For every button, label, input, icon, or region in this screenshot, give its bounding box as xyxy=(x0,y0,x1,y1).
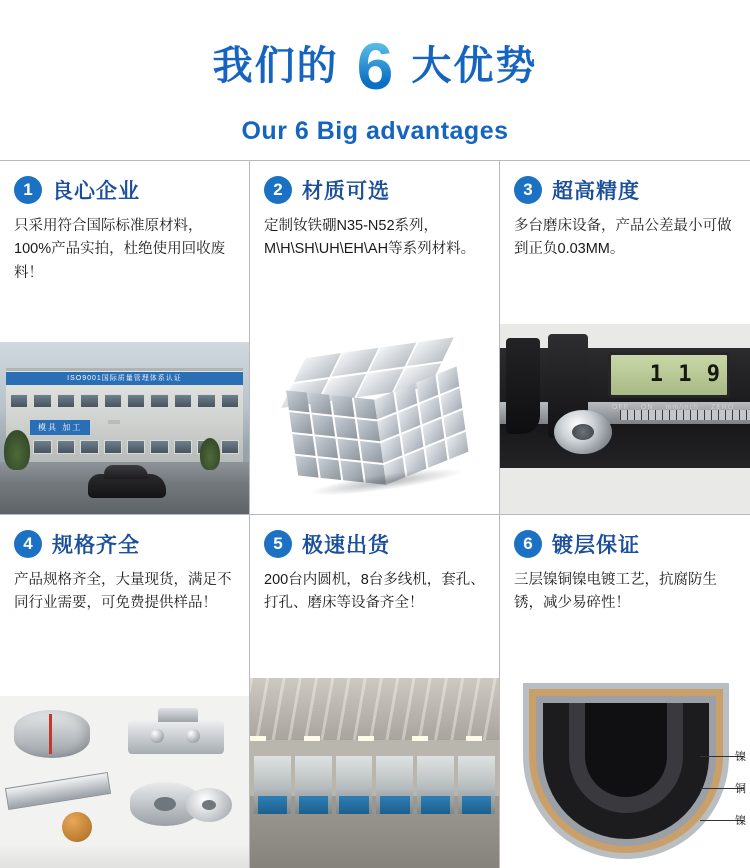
factory-building-photo xyxy=(0,342,249,514)
advantage-card-1 xyxy=(0,161,250,515)
window-row-upper xyxy=(10,394,239,408)
building-sign-secondary xyxy=(108,420,120,424)
badge-number-4: 4 xyxy=(14,530,42,558)
digital-caliper-photo xyxy=(500,324,750,514)
card-title-1: 良心企业 xyxy=(52,180,140,203)
caliper-button-off: OFF xyxy=(612,403,629,411)
caliper-button-row xyxy=(612,404,734,411)
advantage-card-3 xyxy=(500,161,750,515)
disc-magnet-stack xyxy=(14,710,90,758)
card-header xyxy=(514,529,738,559)
card-header xyxy=(14,529,237,559)
car-icon xyxy=(88,474,166,498)
title-number: 6 xyxy=(353,33,398,99)
card-text-1: 只采用符合国际标准原材料，100%产品实拍，杜绝使用回收废料！ xyxy=(14,218,226,281)
caliper-fixed-jaw xyxy=(506,338,540,434)
magnet-cube-photo xyxy=(250,324,499,514)
ring-magnet xyxy=(186,788,232,822)
card-header xyxy=(264,529,487,559)
card-text-4: 产品规格齐全，大量现货，满足不同行业需要，可免费提供样品！ xyxy=(14,571,232,611)
plating-layers-diagram xyxy=(500,678,750,868)
card-title-3: 超高精度 xyxy=(552,180,640,203)
badge-number-5: 5 xyxy=(264,530,292,558)
badge-number-2: 2 xyxy=(264,176,292,204)
card-title-6: 镀层保证 xyxy=(552,533,640,557)
ring-magnet-sample xyxy=(554,410,612,454)
advantages-grid xyxy=(0,160,750,868)
title-suffix: 大优势 xyxy=(411,43,538,88)
ceiling-lights xyxy=(250,736,499,741)
card-header xyxy=(264,175,487,205)
layer-label-nickel-outer: 镍 xyxy=(735,751,746,763)
banner-text: ISO9001国际质量管理体系认证 xyxy=(67,374,182,382)
machine-unit xyxy=(295,756,332,814)
card-title-5: 极速出货 xyxy=(302,533,390,557)
title-prefix: 我们的 xyxy=(212,43,339,88)
photo-fade xyxy=(0,844,249,868)
cube-left-face xyxy=(286,390,386,484)
layer-label-nickel-inner: 镍 xyxy=(735,815,746,827)
badge-number-1: 1 xyxy=(14,176,42,204)
machine-unit xyxy=(376,756,413,814)
card-header xyxy=(514,175,738,205)
coin-scale-reference xyxy=(62,812,92,842)
card-text-3: 多台磨床设备，产品公差最小可做到正负0.03MM。 xyxy=(514,218,732,258)
badge-number-3: 3 xyxy=(514,176,542,204)
card-text-6: 三层镍铜镍电镀工艺，抗腐防生锈，减少易碎性！ xyxy=(514,571,717,611)
bar-magnet xyxy=(5,772,111,810)
lcd-reading: 1 1 9 xyxy=(649,362,721,387)
advantage-card-6 xyxy=(500,515,750,868)
arc-magnet-cross-section xyxy=(536,696,716,846)
card-title-2: 材质可选 xyxy=(302,180,390,203)
workshop-machines-photo xyxy=(250,678,499,868)
card-text-2: 定制钕铁硼N35-N52系列，M\H\SH\UH\EH\AH等系列材料。 xyxy=(264,218,476,258)
machine-row xyxy=(250,742,499,814)
machine-unit xyxy=(458,756,495,814)
page-subtitle: Our 6 Big advantages xyxy=(241,116,509,145)
magnet-cube xyxy=(276,337,474,501)
caliper-button-unit: mm/inch xyxy=(665,403,699,411)
caliper-lcd-display xyxy=(608,352,730,398)
badge-number-6: 6 xyxy=(514,530,542,558)
building-sign: 模具 加工 xyxy=(30,420,90,435)
machine-unit xyxy=(254,756,291,814)
layer-label-copper: 铜 xyxy=(735,783,746,795)
assorted-magnets-photo xyxy=(0,696,249,868)
machine-unit xyxy=(417,756,454,814)
poster-header xyxy=(0,0,750,160)
advantage-card-4 xyxy=(0,515,250,868)
card-header xyxy=(14,175,237,205)
advantage-card-5 xyxy=(250,515,500,868)
pot-magnet-plate xyxy=(128,720,224,754)
tree-icon xyxy=(200,438,220,470)
card-title-4: 规格齐全 xyxy=(52,533,140,557)
building-banner xyxy=(6,372,243,385)
caliper-scale xyxy=(620,410,750,420)
tree-icon xyxy=(4,430,30,470)
card-text-5: 200台内圆机，8台多线机，套孔、打孔、磨床等设备齐全！ xyxy=(264,571,485,611)
machine-unit xyxy=(336,756,373,814)
caliper-button-zero: ZERO xyxy=(710,403,735,411)
caliper-button-on: ON xyxy=(641,403,654,411)
advantage-card-2 xyxy=(250,161,500,515)
page-title xyxy=(212,28,538,103)
workshop-roof xyxy=(250,678,499,740)
